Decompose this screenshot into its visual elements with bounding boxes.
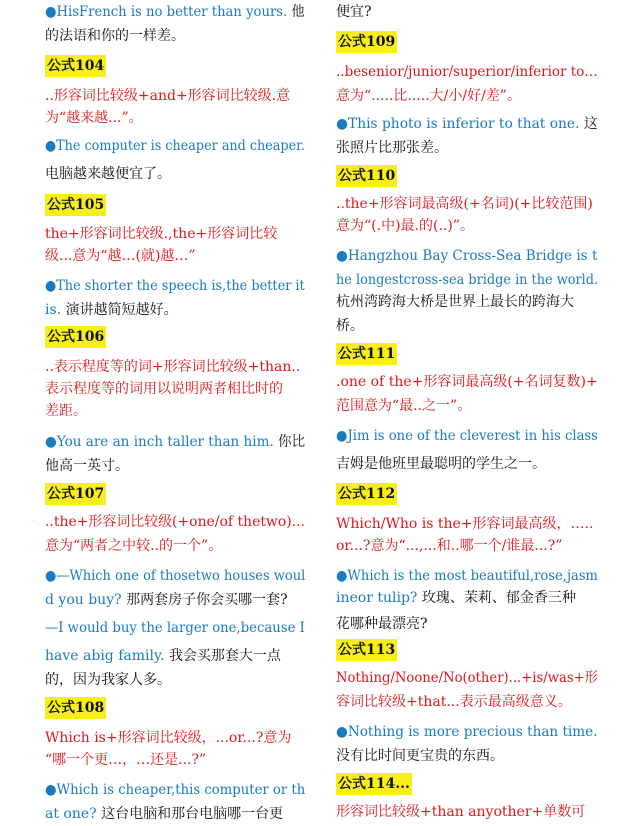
example-line [336,565,598,587]
formula-heading [336,773,412,795]
example-chinese-text: 我会买那套大一点 [164,648,281,664]
example-line [45,431,305,453]
formula-description-line: 差距。 [45,403,87,419]
example-line [45,135,305,157]
example-line [45,669,171,691]
example-english-text: ●Jim is one of the cleverest in his class [336,428,598,444]
example-chinese-text: 那两套房子你会买哪一套? [121,592,288,608]
formula-heading-label: 公式105 [45,194,106,216]
example-english-text: he longestcross-sea bridge in the world. [336,272,599,288]
example-chinese-text: 他高一英寸。 [45,458,129,474]
formula-description-line: ..the+形容词最高级(+名词)(+比较范围) [336,196,593,212]
example-line [45,455,129,477]
formula-heading [336,165,397,187]
example-chinese-text: 杭州湾跨海大桥是世界上最长的跨海大 [336,294,574,310]
formula-heading-label: 公式112 [336,483,397,505]
example-line [45,275,305,297]
example-english-text: ●HisFrench is no better than yours. [45,4,288,20]
formula-description-line: 为“越来越...”。 [45,110,143,126]
formula-heading-label: 公式104 [45,55,106,77]
formula-description-line: “哪一个更…，…还是...?” [45,752,207,768]
example-english-text: —I would buy the larger one,because I [45,620,305,636]
example-line [336,745,504,767]
formula-description-line: 容词比较级+that...表示最高级意义。 [336,694,572,710]
formula-heading [45,483,106,505]
example-line [336,721,598,743]
formula-heading [336,483,397,505]
formula-description-line: ..表示程度等的词+形容词比较级+than.. [45,359,301,375]
formula-description-line: Which/Who is the+形容词最高级，….. [336,516,594,532]
formula-heading-label: 公式114... [336,773,412,795]
example-english-text: ●Hangzhou Bay Cross-Sea Bridge is t [336,248,598,264]
example-line [336,587,576,609]
example-line [336,291,574,313]
example-english-text: ●This photo is inferior to that one. [336,116,580,132]
example-english-text: ●The computer is cheaper and cheaper. [45,138,305,154]
formula-description-line: 意为“两者之中较..的一个”。 [45,538,223,554]
example-line [336,613,428,635]
formula-description-line: or...?意为“...,...和..哪一个/谁最...?” [336,538,563,554]
example-english-text: ●—Which one of thosetwo houses woul [45,568,306,584]
formula-heading-label: 公式106 [45,326,106,348]
example-line [45,299,178,321]
formula-heading-label: 公式109 [336,31,397,53]
example-chinese-text: 你比 [273,434,306,450]
formula-description-line: Nothing/Noone/No(other)...+is/was+形 [336,670,598,686]
example-line [45,163,171,185]
example-english-text: ineor tulip? [336,590,418,606]
formula-heading-label: 公式113 [336,639,397,661]
formula-heading-label: 公式108 [45,697,106,719]
formula-description-line: 表示程度等的词用以说明两者相比时的 [45,381,283,397]
example-chinese-text: 这台电脑和那台电脑哪一台更 [96,806,284,822]
formula-heading [45,194,106,216]
formula-heading [45,55,106,77]
formula-description-line: ..besenior/junior/superior/inferior to… [336,64,598,80]
example-line [336,1,372,23]
formula-description-line: 级...意为“越…(就)越…” [45,248,196,264]
example-line [336,137,448,159]
example-line [45,25,185,47]
example-line [45,617,305,639]
example-line [45,565,305,587]
example-chinese-text: 他 [287,4,305,20]
example-line [336,245,597,267]
example-line [45,779,305,801]
example-english-text: have abig family. [45,648,165,664]
example-english-text: ●The shorter the speech is,the better it [45,278,305,294]
formula-heading-label: 公式111 [336,343,397,365]
formula-description-line: 意为“.....比.....大/小/好/差”。 [336,88,521,104]
formula-description-line: .one of the+形容词最高级(+名词复数)+ [336,374,598,390]
example-english-text: d you buy? [45,592,122,608]
example-chinese-text: 演讲越简短越好。 [61,302,178,318]
example-chinese-text: 的，因为我家人多。 [45,672,171,688]
example-line [45,1,305,23]
example-line [336,425,598,447]
example-chinese-text: 桥。 [336,318,364,334]
formula-description-line: ..the+形容词比较级(+one/of thetwo)... [45,514,306,530]
example-chinese-text: 没有比时间更宝贵的东西。 [336,748,504,764]
example-english-text: is. [45,302,62,318]
formula-heading-label: 公式110 [336,165,397,187]
example-line [336,453,546,475]
formula-heading [336,639,397,661]
formula-description-line: 形容词比较级+than anyother+单数可 [336,804,586,820]
example-english-text: ●You are an inch taller than him. [45,434,274,450]
example-line [336,113,598,135]
example-chinese-text: 玫瑰、茉莉、郁金香三种 [417,590,576,606]
formula-heading [336,343,397,365]
example-chinese-text: 电脑越来越便宜了。 [45,166,171,182]
formula-description-line: 范围意为“最..之一”。 [336,398,472,414]
example-chinese-text: 张照片比那张差。 [336,140,448,156]
formula-heading [45,697,106,719]
formula-description-line: 意为“(.中)最.的(..)”。 [336,218,474,234]
example-chinese-text: 便宜? [336,4,372,20]
formula-description-line: ..形容词比较级+and+形容词比较级.意 [45,88,291,104]
formula-description-line: the+形容词比较级.,the+形容词比较 [45,226,278,242]
example-line [45,803,283,825]
example-line [45,645,281,667]
formula-heading-label: 公式107 [45,483,106,505]
formula-heading [336,31,397,53]
example-chinese-text: 吉姆是他班里最聪明的学生之一。 [336,456,546,472]
formula-heading [45,326,106,348]
example-english-text: ●Which is the most beautiful,rose,jasm [336,568,598,584]
formula-description-line: Which is+形容词比较级，...or...?意为 [45,730,292,746]
example-english-text: at one? [45,806,97,822]
example-line [45,589,288,611]
example-line [336,269,598,291]
example-chinese-text: 的法语和你的一样差。 [45,28,185,44]
example-line [336,315,364,337]
example-chinese-text: 这 [579,116,598,132]
example-chinese-text: 花哪种最漂亮? [336,616,428,632]
example-english-text: ●Nothing is more precious than time. [336,724,598,740]
example-english-text: ●Which is cheaper,this computer or th [45,782,306,798]
